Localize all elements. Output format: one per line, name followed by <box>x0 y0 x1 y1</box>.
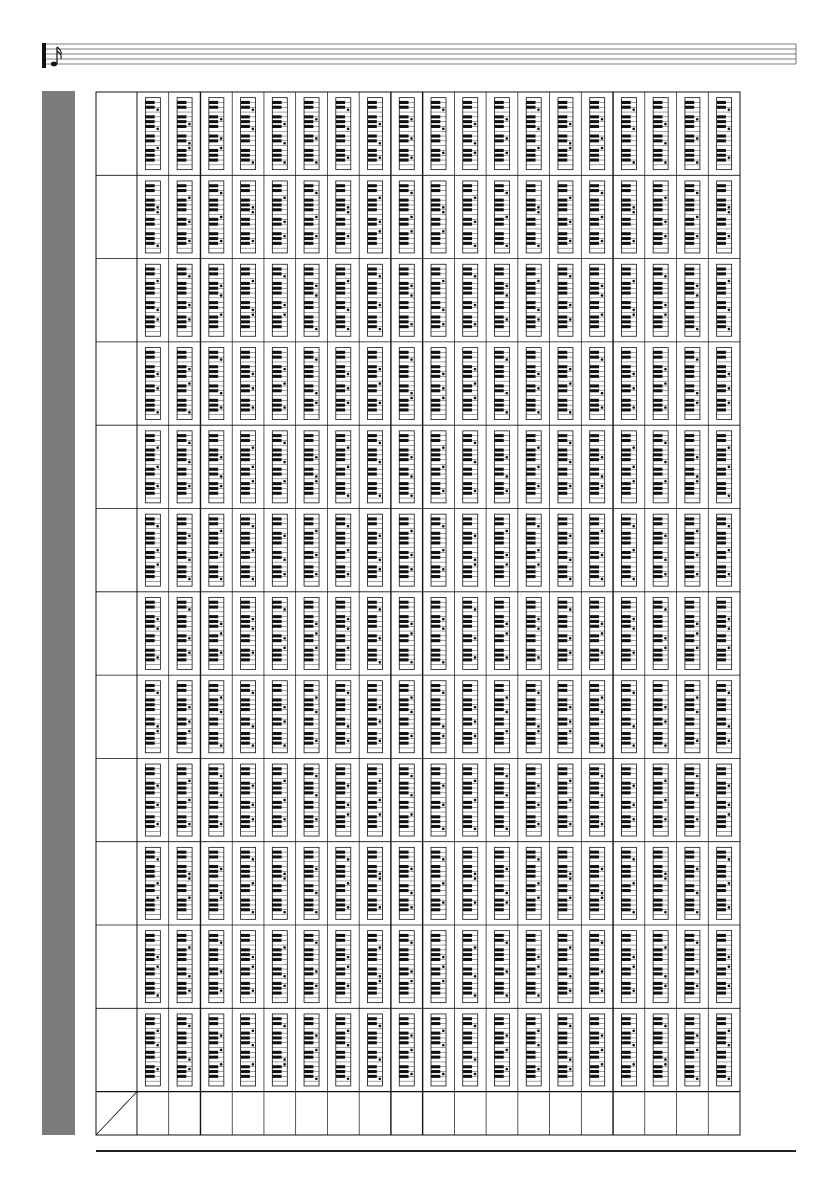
keyboard-diagram-icon <box>621 931 636 1003</box>
keyboard-diagram-icon <box>241 597 256 669</box>
keyboard-diagram-icon <box>431 764 446 836</box>
keyboard-diagram-icon <box>653 764 668 836</box>
keyboard-diagram-icon <box>304 348 319 420</box>
keyboard-diagram-icon <box>526 514 541 586</box>
keyboard-diagram-icon <box>653 597 668 669</box>
keyboard-diagram-icon <box>399 681 414 753</box>
keyboard-diagram-icon <box>653 514 668 586</box>
keyboard-diagram-icon <box>241 514 256 586</box>
keyboard-diagram-icon <box>653 931 668 1003</box>
keyboard-diagram-icon <box>685 98 700 170</box>
keyboard-diagram-icon <box>621 98 636 170</box>
keyboard-diagram-icon <box>431 597 446 669</box>
keyboard-diagram-icon <box>494 931 509 1003</box>
keyboard-diagram-icon <box>145 597 160 669</box>
keyboard-diagram-icon <box>272 597 287 669</box>
keyboard-diagram-icon <box>653 348 668 420</box>
keyboard-diagram-icon <box>590 1014 605 1086</box>
keyboard-diagram-icon <box>653 98 668 170</box>
keyboard-diagram-icon <box>399 1014 414 1086</box>
keyboard-diagram-icon <box>463 1014 478 1086</box>
keyboard-diagram-icon <box>494 431 509 503</box>
keyboard-diagram-icon <box>336 597 351 669</box>
keyboard-diagram-icon <box>304 764 319 836</box>
keyboard-diagram-icon <box>241 264 256 336</box>
keyboard-diagram-icon <box>717 931 732 1003</box>
keyboard-diagram-icon <box>336 98 351 170</box>
keyboard-diagram-icon <box>272 681 287 753</box>
keyboard-diagram-icon <box>621 348 636 420</box>
keyboard-diagram-icon <box>653 181 668 253</box>
keyboard-diagram-icon <box>685 931 700 1003</box>
keyboard-diagram-icon <box>272 514 287 586</box>
keyboard-diagram-icon <box>368 931 383 1003</box>
keyboard-diagram-icon <box>717 1014 732 1086</box>
keyboard-diagram-icon <box>558 597 573 669</box>
keyboard-diagram-icon <box>717 597 732 669</box>
keyboard-diagram-icon <box>558 181 573 253</box>
keyboard-diagram-icon <box>272 431 287 503</box>
keyboard-diagram-icon <box>145 98 160 170</box>
keyboard-diagram-icon <box>494 847 509 919</box>
keyboard-diagram-icon <box>685 264 700 336</box>
keyboard-diagram-icon <box>368 431 383 503</box>
staff-lines <box>46 44 796 64</box>
keyboard-diagram-icon <box>177 597 192 669</box>
keyboard-diagram-icon <box>463 514 478 586</box>
keyboard-diagram-icon <box>526 847 541 919</box>
keyboard-diagram-icon <box>526 1014 541 1086</box>
footer-rule <box>96 1150 796 1152</box>
chord-chart <box>95 91 741 1136</box>
keyboard-diagram-icon <box>368 681 383 753</box>
keyboard-diagram-icon <box>653 264 668 336</box>
keyboard-diagram-icon <box>685 764 700 836</box>
keyboard-diagram-icon <box>621 764 636 836</box>
keyboard-diagram-icon <box>717 681 732 753</box>
keyboard-diagram-icon <box>717 348 732 420</box>
keyboard-diagram-icon <box>558 264 573 336</box>
keyboard-diagram-icon <box>526 764 541 836</box>
keyboard-diagram-icon <box>621 181 636 253</box>
keyboard-diagram-icon <box>526 931 541 1003</box>
keyboard-diagram-icon <box>463 264 478 336</box>
keyboard-diagram-icon <box>558 98 573 170</box>
keyboard-diagram-icon <box>304 181 319 253</box>
keyboard-diagram-icon <box>336 1014 351 1086</box>
keyboard-diagram-icon <box>336 264 351 336</box>
keyboard-diagram-icon <box>463 931 478 1003</box>
keyboard-diagram-icon <box>241 348 256 420</box>
keyboard-diagram-icon <box>272 348 287 420</box>
keyboard-diagram-icon <box>177 514 192 586</box>
keyboard-diagram-icon <box>145 181 160 253</box>
keyboard-diagram-icon <box>304 847 319 919</box>
keyboard-diagram-icon <box>209 348 224 420</box>
keyboard-diagram-icon <box>336 181 351 253</box>
keyboard-diagram-icon <box>590 348 605 420</box>
keyboard-diagram-icon <box>494 681 509 753</box>
keyboard-diagram-icon <box>145 348 160 420</box>
keyboard-diagram-icon <box>590 847 605 919</box>
keyboard-diagram-icon <box>209 847 224 919</box>
keyboard-diagram-icon <box>177 431 192 503</box>
keyboard-diagram-icon <box>145 1014 160 1086</box>
keyboard-diagram-icon <box>399 847 414 919</box>
keyboard-diagram-icon <box>177 1014 192 1086</box>
keyboard-diagram-icon <box>304 681 319 753</box>
side-tab <box>42 91 75 1135</box>
keyboard-diagram-icon <box>145 681 160 753</box>
keyboard-diagram-icon <box>241 764 256 836</box>
keyboard-diagram-icon <box>590 98 605 170</box>
keyboard-diagram-icon <box>145 847 160 919</box>
keyboard-diagram-icon <box>590 431 605 503</box>
keyboard-diagram-icon <box>209 431 224 503</box>
keyboard-diagram-icon <box>399 931 414 1003</box>
keyboard-diagram-icon <box>209 764 224 836</box>
keyboard-diagram-icon <box>177 681 192 753</box>
keyboard-diagram-icon <box>685 514 700 586</box>
staff-bar <box>42 43 46 68</box>
keyboard-diagram-icon <box>241 181 256 253</box>
keyboard-diagram-icon <box>558 681 573 753</box>
music-note-icon <box>51 47 61 66</box>
keyboard-diagram-icon <box>272 98 287 170</box>
keyboard-diagram-icon <box>241 98 256 170</box>
keyboard-diagram-icon <box>558 431 573 503</box>
keyboard-diagram-icon <box>368 98 383 170</box>
keyboard-diagram-icon <box>526 348 541 420</box>
keyboard-diagram-icon <box>399 98 414 170</box>
keyboard-diagram-icon <box>336 764 351 836</box>
keyboard-diagram-icon <box>558 514 573 586</box>
keyboard-diagram-icon <box>145 931 160 1003</box>
keyboard-diagram-icon <box>431 431 446 503</box>
keyboard-diagram-icon <box>526 98 541 170</box>
keyboard-diagram-icon <box>653 1014 668 1086</box>
keyboard-diagram-icon <box>494 181 509 253</box>
keyboard-diagram-icon <box>431 98 446 170</box>
keyboard-diagram-icon <box>717 514 732 586</box>
keyboard-diagram-icon <box>621 514 636 586</box>
keyboard-diagram-icon <box>431 931 446 1003</box>
chart-frame <box>96 92 740 1135</box>
keyboard-diagram-icon <box>463 348 478 420</box>
keyboard-diagram-icon <box>590 181 605 253</box>
keyboard-diagram-icon <box>494 514 509 586</box>
keyboard-diagram-icon <box>590 764 605 836</box>
keyboard-diagram-icon <box>590 931 605 1003</box>
keyboard-diagram-icon <box>368 181 383 253</box>
keyboard-diagram-icon <box>590 597 605 669</box>
keyboard-diagram-icon <box>241 847 256 919</box>
keyboard-diagram-icon <box>209 98 224 170</box>
keyboard-diagram-icon <box>209 681 224 753</box>
keyboard-diagram-icon <box>272 931 287 1003</box>
keyboard-diagram-icon <box>209 264 224 336</box>
keyboard-diagram-icon <box>621 597 636 669</box>
keyboard-diagram-icon <box>209 931 224 1003</box>
keyboard-diagram-icon <box>685 681 700 753</box>
keyboard-diagram-icon <box>717 264 732 336</box>
keyboard-diagram-icon <box>241 681 256 753</box>
keyboard-diagram-icon <box>558 847 573 919</box>
keyboard-diagram-icon <box>368 764 383 836</box>
keyboard-diagram-icon <box>399 431 414 503</box>
keyboard-diagram-icon <box>621 847 636 919</box>
keyboard-diagram-icon <box>685 597 700 669</box>
keyboard-diagram-icon <box>463 181 478 253</box>
header-staff <box>40 40 800 72</box>
keyboard-diagram-icon <box>463 431 478 503</box>
keyboard-diagram-icon <box>177 348 192 420</box>
keyboard-diagram-icon <box>463 681 478 753</box>
keyboard-diagram-icon <box>368 348 383 420</box>
keyboard-diagram-icon <box>304 98 319 170</box>
keyboard-diagram-icon <box>558 348 573 420</box>
keyboard-diagram-icon <box>590 264 605 336</box>
keyboard-diagram-icon <box>272 847 287 919</box>
keyboard-diagram-icon <box>241 1014 256 1086</box>
keyboard-diagram-icon <box>653 847 668 919</box>
keyboard-diagram-icon <box>336 431 351 503</box>
keyboard-diagram-icon <box>209 181 224 253</box>
keyboard-diagram-icon <box>272 1014 287 1086</box>
keyboard-diagram-icon <box>526 264 541 336</box>
keyboard-diagram-icon <box>145 764 160 836</box>
keyboard-diagram-icon <box>558 764 573 836</box>
keyboard-diagram-icon <box>685 181 700 253</box>
keyboard-diagram-icon <box>494 98 509 170</box>
keyboard-diagram-icon <box>368 514 383 586</box>
keyboard-diagram-icon <box>177 847 192 919</box>
keyboard-diagram-icon <box>494 1014 509 1086</box>
keyboard-diagram-icon <box>304 931 319 1003</box>
keyboard-diagram-icon <box>685 431 700 503</box>
keyboard-diagram-icon <box>653 681 668 753</box>
keyboard-diagram-icon <box>526 181 541 253</box>
keyboard-diagram-icon <box>304 514 319 586</box>
keyboard-diagram-icon <box>494 764 509 836</box>
keyboard-diagram-icon <box>558 1014 573 1086</box>
keyboard-diagram-icon <box>368 264 383 336</box>
keyboard-diagram-icon <box>336 348 351 420</box>
keyboard-diagram-icon <box>590 514 605 586</box>
keyboard-diagram-icon <box>463 764 478 836</box>
keyboard-diagram-icon <box>177 98 192 170</box>
keyboard-diagram-icon <box>494 597 509 669</box>
keyboard-diagram-icon <box>145 514 160 586</box>
keyboard-diagram-icon <box>177 931 192 1003</box>
keyboard-diagram-icon <box>209 514 224 586</box>
keyboard-diagram-icon <box>272 264 287 336</box>
keyboard-diagram-icon <box>399 514 414 586</box>
keyboard-diagram-icon <box>494 348 509 420</box>
keyboard-diagram-icon <box>368 847 383 919</box>
keyboard-diagram-icon <box>621 431 636 503</box>
keyboard-diagram-icon <box>336 931 351 1003</box>
keyboard-diagram-icon <box>653 431 668 503</box>
keyboard-diagram-icon <box>336 681 351 753</box>
keyboard-diagram-icon <box>685 348 700 420</box>
keyboard-diagram-icon <box>717 847 732 919</box>
keyboard-diagram-icon <box>241 431 256 503</box>
keyboard-diagram-icon <box>685 847 700 919</box>
keyboard-diagram-icon <box>399 348 414 420</box>
keyboard-diagram-icon <box>304 431 319 503</box>
keyboard-diagram-icon <box>177 264 192 336</box>
keyboard-diagram-icon <box>336 514 351 586</box>
keyboard-diagram-icon <box>431 348 446 420</box>
keyboard-diagram-icon <box>272 181 287 253</box>
keyboard-diagram-icon <box>431 847 446 919</box>
keyboard-diagram-icon <box>399 764 414 836</box>
keyboard-diagram-icon <box>399 181 414 253</box>
keyboard-diagram-icon <box>494 264 509 336</box>
keyboard-diagram-icon <box>590 681 605 753</box>
keyboard-diagram-icon <box>368 1014 383 1086</box>
keyboard-diagram-icon <box>526 431 541 503</box>
keyboard-diagram-icon <box>685 1014 700 1086</box>
keyboard-diagram-icon <box>463 597 478 669</box>
keyboard-diagram-icon <box>717 431 732 503</box>
keyboard-diagram-icon <box>304 264 319 336</box>
keyboard-diagram-icon <box>621 264 636 336</box>
keyboard-diagram-icon <box>621 1014 636 1086</box>
keyboard-diagram-icon <box>431 514 446 586</box>
keyboard-diagram-icon <box>304 1014 319 1086</box>
keyboard-diagram-icon <box>558 931 573 1003</box>
keyboard-diagram-icon <box>431 681 446 753</box>
keyboard-diagram-icon <box>717 98 732 170</box>
keyboard-diagram-icon <box>431 264 446 336</box>
keyboard-diagram-icon <box>145 431 160 503</box>
keyboard-diagram-icon <box>177 181 192 253</box>
keyboard-diagram-icon <box>177 764 192 836</box>
keyboard-diagram-icon <box>463 98 478 170</box>
keyboard-diagram-icon <box>145 264 160 336</box>
keyboard-diagram-icon <box>463 847 478 919</box>
keyboard-diagram-icon <box>399 597 414 669</box>
keyboard-diagram-icon <box>717 181 732 253</box>
keyboard-diagram-icon <box>526 681 541 753</box>
keyboard-diagram-icon <box>621 681 636 753</box>
keyboard-diagram-icon <box>717 764 732 836</box>
keyboard-diagram-icon <box>526 597 541 669</box>
keyboard-diagram-icon <box>272 764 287 836</box>
keyboard-diagram-icon <box>241 931 256 1003</box>
keyboard-diagram-icon <box>304 597 319 669</box>
keyboard-diagram-icon <box>209 597 224 669</box>
keyboard-diagram-icon <box>209 1014 224 1086</box>
keyboard-diagram-icon <box>368 597 383 669</box>
keyboard-diagram-icon <box>336 847 351 919</box>
keyboard-diagram-icon <box>431 1014 446 1086</box>
keyboard-diagram-icon <box>399 264 414 336</box>
keyboard-diagram-icon <box>431 181 446 253</box>
